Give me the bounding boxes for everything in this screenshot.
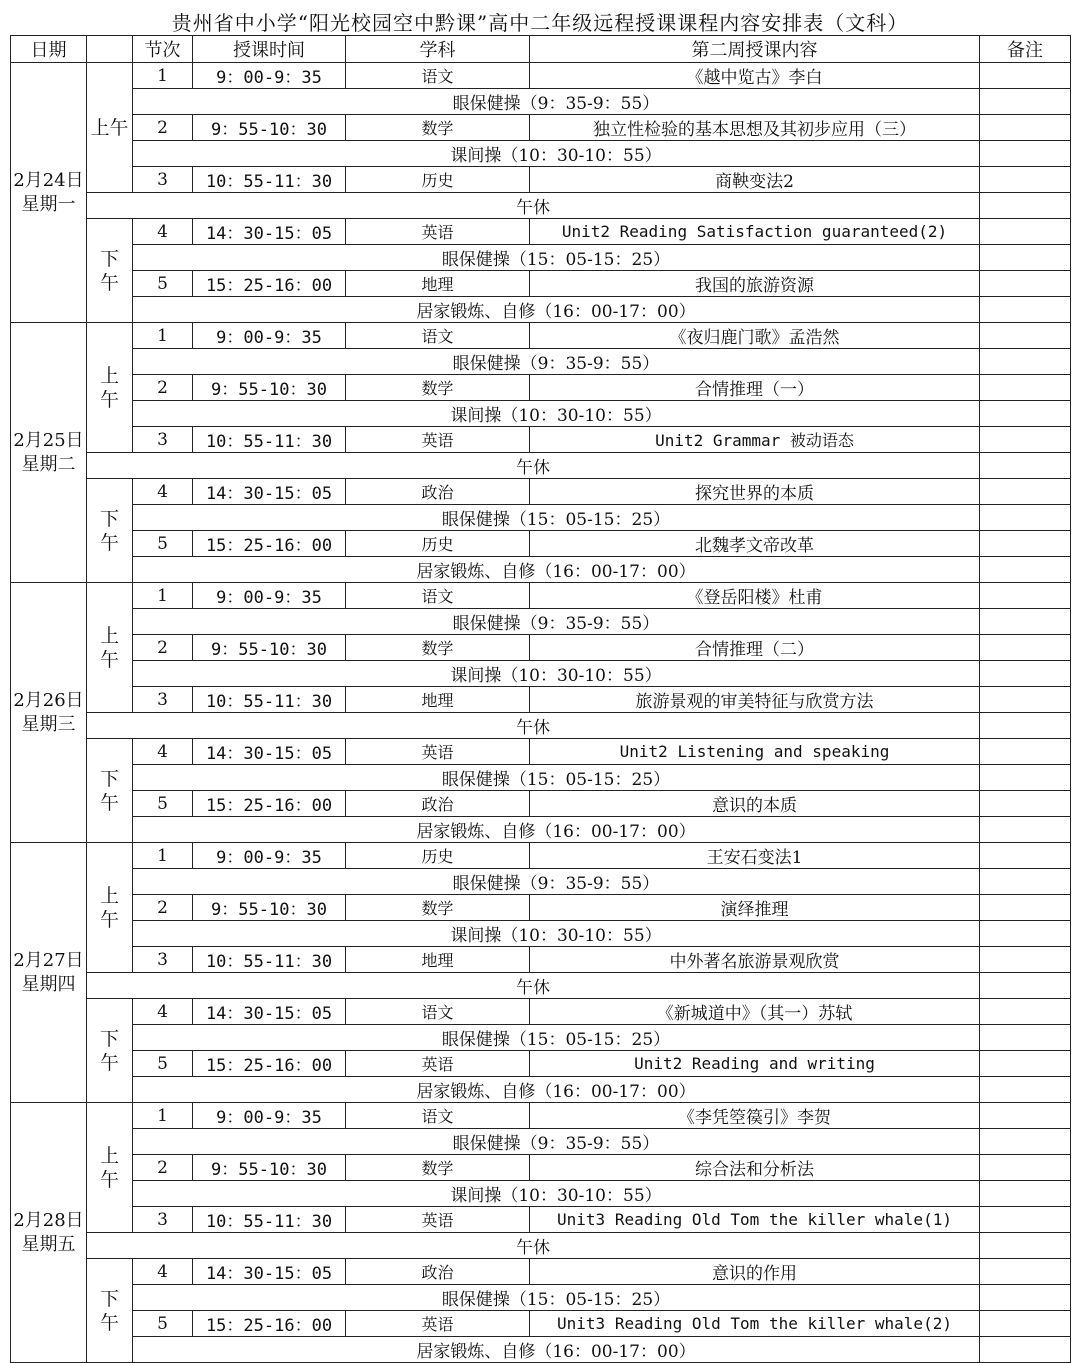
lesson-time: 15：25-16：00: [193, 271, 346, 297]
lesson-subject: 语文: [346, 999, 530, 1025]
weekday-text: 星期一: [21, 193, 76, 215]
period-number: 5: [133, 1311, 193, 1337]
break-row: [11, 1233, 1071, 1259]
period-number: 5: [133, 791, 193, 817]
lesson-notes: [980, 1311, 1071, 1337]
lesson-subject: 数学: [346, 375, 530, 401]
morning-label: 上 午: [87, 843, 133, 973]
weekday-text: 星期五: [21, 1233, 76, 1255]
break-row: [11, 1077, 1071, 1103]
break-notes: [980, 297, 1071, 323]
period-number: 2: [133, 895, 193, 921]
period-number: 5: [133, 1051, 193, 1077]
period-number: 1: [133, 63, 193, 89]
lesson-time: 14：30-15：05: [193, 479, 346, 505]
lesson-notes: [980, 895, 1071, 921]
lesson-notes: [980, 843, 1071, 869]
lesson-row: [11, 635, 1071, 661]
lesson-row: [11, 219, 1071, 245]
lunch-text: 午休: [87, 1233, 980, 1259]
afternoon-label: 下 午: [87, 999, 133, 1103]
lesson-subject: 地理: [346, 687, 530, 713]
break-row: [11, 817, 1071, 843]
break-row: [11, 557, 1071, 583]
period-number: 1: [133, 1103, 193, 1129]
lesson-subject: 英语: [346, 1051, 530, 1077]
lesson-time: 10：55-11：30: [193, 947, 346, 973]
break-notes: [980, 1025, 1071, 1051]
break-notes: [980, 921, 1071, 947]
break-notes: [980, 817, 1071, 843]
lesson-content: Unit3 Reading Old Tom the killer whale(2): [530, 1311, 980, 1337]
lesson-notes: [980, 219, 1071, 245]
lunch-text: 午休: [87, 193, 980, 219]
break-text: 课间操（10：30-10：55）: [133, 661, 980, 687]
lesson-notes: [980, 63, 1071, 89]
lesson-notes: [980, 479, 1071, 505]
lesson-content: 演绎推理: [530, 895, 980, 921]
date-text: 2月24日: [13, 169, 84, 191]
lesson-time: 15：25-16：00: [193, 531, 346, 557]
lesson-notes: [980, 791, 1071, 817]
break-text: 居家锻炼、自修（16：00-17：00）: [133, 1337, 980, 1363]
break-text: 课间操（10：30-10：55）: [133, 401, 980, 427]
period-number: 3: [133, 687, 193, 713]
afternoon-label: 下 午: [87, 739, 133, 843]
break-notes: [980, 661, 1071, 687]
lesson-subject: 英语: [346, 1207, 530, 1233]
lesson-subject: 语文: [346, 63, 530, 89]
break-row: [11, 713, 1071, 739]
lesson-content: 北魏孝文帝改革: [530, 531, 980, 557]
morning-label: 上 午: [87, 1103, 133, 1233]
lesson-subject: 英语: [346, 1311, 530, 1337]
lesson-subject: 语文: [346, 323, 530, 349]
lesson-time: 14：30-15：05: [193, 1259, 346, 1285]
date-text: 2月26日: [13, 689, 84, 711]
break-notes: [980, 245, 1071, 271]
lesson-time: 9：55-10：30: [193, 115, 346, 141]
break-text: 居家锻炼、自修（16：00-17：00）: [133, 1077, 980, 1103]
header-date: 日期: [11, 36, 87, 63]
break-text: 居家锻炼、自修（16：00-17：00）: [133, 817, 980, 843]
break-text: 居家锻炼、自修（16：00-17：00）: [133, 297, 980, 323]
afternoon-label: 下 午: [87, 219, 133, 323]
lesson-subject: 政治: [346, 791, 530, 817]
lesson-content: 意识的本质: [530, 791, 980, 817]
lesson-content: 合情推理（一）: [530, 375, 980, 401]
break-row: [11, 297, 1071, 323]
lesson-row: [11, 323, 1071, 349]
lesson-notes: [980, 1051, 1071, 1077]
weekday-text: 星期二: [21, 453, 76, 475]
break-row: [11, 89, 1071, 115]
lunch-notes: [980, 973, 1071, 999]
weekday-text: 星期四: [21, 973, 76, 995]
break-text: 眼保健操（9：35-9：55）: [133, 869, 980, 895]
break-notes: [980, 765, 1071, 791]
lesson-row: [11, 167, 1071, 193]
lesson-subject: 政治: [346, 479, 530, 505]
period-number: 4: [133, 1259, 193, 1285]
break-notes: [980, 1077, 1071, 1103]
break-text: 眼保健操（9：35-9：55）: [133, 609, 980, 635]
break-notes: [980, 505, 1071, 531]
lesson-content: 旅游景观的审美特征与欣赏方法: [530, 687, 980, 713]
lesson-time: 9：00-9：35: [193, 63, 346, 89]
lesson-notes: [980, 115, 1071, 141]
lunch-notes: [980, 193, 1071, 219]
lesson-content: 我国的旅游资源: [530, 271, 980, 297]
break-notes: [980, 141, 1071, 167]
break-notes: [980, 349, 1071, 375]
lunch-text: 午休: [87, 453, 980, 479]
lesson-notes: [980, 739, 1071, 765]
lesson-row: [11, 479, 1071, 505]
morning-label: 上 午: [87, 323, 133, 453]
afternoon-label: 下 午: [87, 479, 133, 583]
lesson-notes: [980, 271, 1071, 297]
lesson-notes: [980, 323, 1071, 349]
lesson-content: Unit2 Reading and writing: [530, 1051, 980, 1077]
period-number: 1: [133, 323, 193, 349]
period-number: 2: [133, 635, 193, 661]
lesson-subject: 英语: [346, 739, 530, 765]
break-row: [11, 609, 1071, 635]
lesson-row: [11, 687, 1071, 713]
lesson-content: 综合法和分析法: [530, 1155, 980, 1181]
lesson-subject: 英语: [346, 219, 530, 245]
lesson-row: [11, 375, 1071, 401]
lesson-subject: 语文: [346, 1103, 530, 1129]
lesson-time: 9：55-10：30: [193, 895, 346, 921]
lesson-subject: 数学: [346, 635, 530, 661]
break-notes: [980, 1285, 1071, 1311]
lesson-time: 14：30-15：05: [193, 739, 346, 765]
lesson-content: Unit2 Grammar 被动语态: [530, 427, 980, 453]
date-cell: [11, 323, 87, 583]
break-notes: [980, 557, 1071, 583]
break-text: 课间操（10：30-10：55）: [133, 921, 980, 947]
lesson-content: 中外著名旅游景观欣赏: [530, 947, 980, 973]
break-row: [11, 453, 1071, 479]
lesson-row: [11, 427, 1071, 453]
lesson-time: 10：55-11：30: [193, 167, 346, 193]
lesson-notes: [980, 947, 1071, 973]
break-notes: [980, 401, 1071, 427]
header-notes: 备注: [980, 36, 1071, 63]
break-row: [11, 765, 1071, 791]
lesson-notes: [980, 167, 1071, 193]
page-title: 贵州省中小学“阳光校园空中黔课”高中二年级远程授课课程内容安排表（文科）: [171, 11, 909, 35]
lesson-time: 14：30-15：05: [193, 999, 346, 1025]
period-number: 2: [133, 1155, 193, 1181]
lesson-subject: 数学: [346, 115, 530, 141]
break-row: [11, 505, 1071, 531]
lesson-time: 9：55-10：30: [193, 635, 346, 661]
lesson-notes: [980, 583, 1071, 609]
break-row: [11, 869, 1071, 895]
break-row: [11, 1337, 1071, 1363]
lesson-row: [11, 843, 1071, 869]
period-number: 5: [133, 271, 193, 297]
break-notes: [980, 1337, 1071, 1363]
lesson-row: [11, 1103, 1071, 1129]
break-notes: [980, 1181, 1071, 1207]
afternoon-label: 下 午: [87, 1259, 133, 1363]
lesson-time: 10：55-11：30: [193, 687, 346, 713]
date-text: 2月25日: [13, 429, 84, 451]
lesson-content: 《越中览古》李白: [530, 63, 980, 89]
lesson-subject: 语文: [346, 583, 530, 609]
lesson-notes: [980, 427, 1071, 453]
schedule-table: [10, 35, 1071, 1363]
lesson-content: 独立性检验的基本思想及其初步应用（三）: [530, 115, 980, 141]
header-row: [11, 36, 1071, 63]
break-row: [11, 1285, 1071, 1311]
break-text: 课间操（10：30-10：55）: [133, 1181, 980, 1207]
lesson-row: [11, 531, 1071, 557]
lesson-notes: [980, 1103, 1071, 1129]
lesson-content: Unit3 Reading Old Tom the killer whale(1): [530, 1207, 980, 1233]
lesson-subject: 地理: [346, 947, 530, 973]
lesson-notes: [980, 1259, 1071, 1285]
break-row: [11, 921, 1071, 947]
lesson-time: 9：00-9：35: [193, 323, 346, 349]
break-row: [11, 1181, 1071, 1207]
morning-label: 上 午: [87, 583, 133, 713]
lesson-time: 9：55-10：30: [193, 1155, 346, 1181]
lesson-content: 合情推理（二）: [530, 635, 980, 661]
period-number: 3: [133, 167, 193, 193]
period-number: 5: [133, 531, 193, 557]
lesson-subject: 历史: [346, 531, 530, 557]
header-content: 第二周授课内容: [530, 36, 980, 63]
lesson-notes: [980, 1207, 1071, 1233]
lesson-notes: [980, 635, 1071, 661]
date-text: 2月27日: [13, 949, 84, 971]
lesson-content: 《夜归鹿门歌》孟浩然: [530, 323, 980, 349]
break-text: 眼保健操（15：05-15：25）: [133, 765, 980, 791]
lesson-subject: 英语: [346, 427, 530, 453]
break-text: 眼保健操（15：05-15：25）: [133, 245, 980, 271]
break-text: 眼保健操（9：35-9：55）: [133, 89, 980, 115]
date-cell: [11, 583, 87, 843]
lesson-subject: 历史: [346, 843, 530, 869]
lesson-time: 10：55-11：30: [193, 1207, 346, 1233]
break-row: [11, 141, 1071, 167]
morning-label: 上午: [87, 63, 133, 193]
lesson-time: 9：00-9：35: [193, 843, 346, 869]
lesson-content: 《新城道中》（其一）苏轼: [530, 999, 980, 1025]
lesson-subject: 数学: [346, 895, 530, 921]
break-row: [11, 661, 1071, 687]
break-row: [11, 1129, 1071, 1155]
break-text: 眼保健操（9：35-9：55）: [133, 349, 980, 375]
break-row: [11, 349, 1071, 375]
lesson-row: [11, 1155, 1071, 1181]
lesson-row: [11, 1311, 1071, 1337]
period-number: 3: [133, 427, 193, 453]
lesson-row: [11, 947, 1071, 973]
header-time: 授课时间: [193, 36, 346, 63]
period-number: 4: [133, 999, 193, 1025]
lesson-content: 《李凭箜篌引》李贺: [530, 1103, 980, 1129]
date-text: 2月28日: [13, 1209, 84, 1231]
break-notes: [980, 89, 1071, 115]
weekday-text: 星期三: [21, 713, 76, 735]
break-notes: [980, 1129, 1071, 1155]
lesson-subject: 政治: [346, 1259, 530, 1285]
period-number: 3: [133, 1207, 193, 1233]
lesson-content: 意识的作用: [530, 1259, 980, 1285]
period-number: 4: [133, 739, 193, 765]
break-text: 眼保健操（15：05-15：25）: [133, 1025, 980, 1051]
lesson-notes: [980, 375, 1071, 401]
schedule-body: [11, 63, 1071, 1363]
lesson-row: [11, 271, 1071, 297]
lesson-row: [11, 63, 1071, 89]
lesson-notes: [980, 531, 1071, 557]
break-text: 眼保健操（9：35-9：55）: [133, 1129, 980, 1155]
lesson-subject: 历史: [346, 167, 530, 193]
break-text: 眼保健操（15：05-15：25）: [133, 1285, 980, 1311]
lesson-content: 探究世界的本质: [530, 479, 980, 505]
lesson-time: 9：00-9：35: [193, 1103, 346, 1129]
lesson-row: [11, 999, 1071, 1025]
lunch-text: 午休: [87, 973, 980, 999]
period-number: 4: [133, 479, 193, 505]
break-text: 眼保健操（15：05-15：25）: [133, 505, 980, 531]
period-number: 2: [133, 115, 193, 141]
lesson-row: [11, 895, 1071, 921]
lesson-row: [11, 115, 1071, 141]
break-row: [11, 401, 1071, 427]
date-cell: [11, 1103, 87, 1363]
lesson-time: 9：55-10：30: [193, 375, 346, 401]
date-cell: [11, 63, 87, 323]
break-text: 居家锻炼、自修（16：00-17：00）: [133, 557, 980, 583]
break-notes: [980, 869, 1071, 895]
lesson-subject: 数学: [346, 1155, 530, 1181]
period-number: 2: [133, 375, 193, 401]
lesson-row: [11, 1259, 1071, 1285]
lesson-content: 王安石变法1: [530, 843, 980, 869]
lunch-notes: [980, 453, 1071, 479]
lunch-notes: [980, 1233, 1071, 1259]
lesson-notes: [980, 687, 1071, 713]
lunch-text: 午休: [87, 713, 980, 739]
lesson-row: [11, 1051, 1071, 1077]
lesson-time: 9：00-9：35: [193, 583, 346, 609]
lesson-notes: [980, 999, 1071, 1025]
break-row: [11, 193, 1071, 219]
lesson-subject: 地理: [346, 271, 530, 297]
break-row: [11, 245, 1071, 271]
lesson-time: 14：30-15：05: [193, 219, 346, 245]
period-number: 1: [133, 843, 193, 869]
period-number: 1: [133, 583, 193, 609]
lesson-row: [11, 1207, 1071, 1233]
break-text: 课间操（10：30-10：55）: [133, 141, 980, 167]
lesson-row: [11, 791, 1071, 817]
lesson-time: 15：25-16：00: [193, 1311, 346, 1337]
break-notes: [980, 609, 1071, 635]
lesson-row: [11, 739, 1071, 765]
break-row: [11, 1025, 1071, 1051]
break-row: [11, 973, 1071, 999]
header-period: 节次: [133, 36, 193, 63]
lesson-time: 15：25-16：00: [193, 1051, 346, 1077]
lesson-time: 10：55-11：30: [193, 427, 346, 453]
header-half: [87, 36, 133, 63]
lesson-time: 15：25-16：00: [193, 791, 346, 817]
lesson-content: 商鞅变法2: [530, 167, 980, 193]
lesson-row: [11, 583, 1071, 609]
period-number: 4: [133, 219, 193, 245]
lunch-notes: [980, 713, 1071, 739]
header-subject: 学科: [346, 36, 530, 63]
period-number: 3: [133, 947, 193, 973]
lesson-content: Unit2 Listening and speaking: [530, 739, 980, 765]
lesson-content: Unit2 Reading Satisfaction guaranteed(2): [530, 219, 980, 245]
lesson-notes: [980, 1155, 1071, 1181]
lesson-content: 《登岳阳楼》杜甫: [530, 583, 980, 609]
date-cell: [11, 843, 87, 1103]
